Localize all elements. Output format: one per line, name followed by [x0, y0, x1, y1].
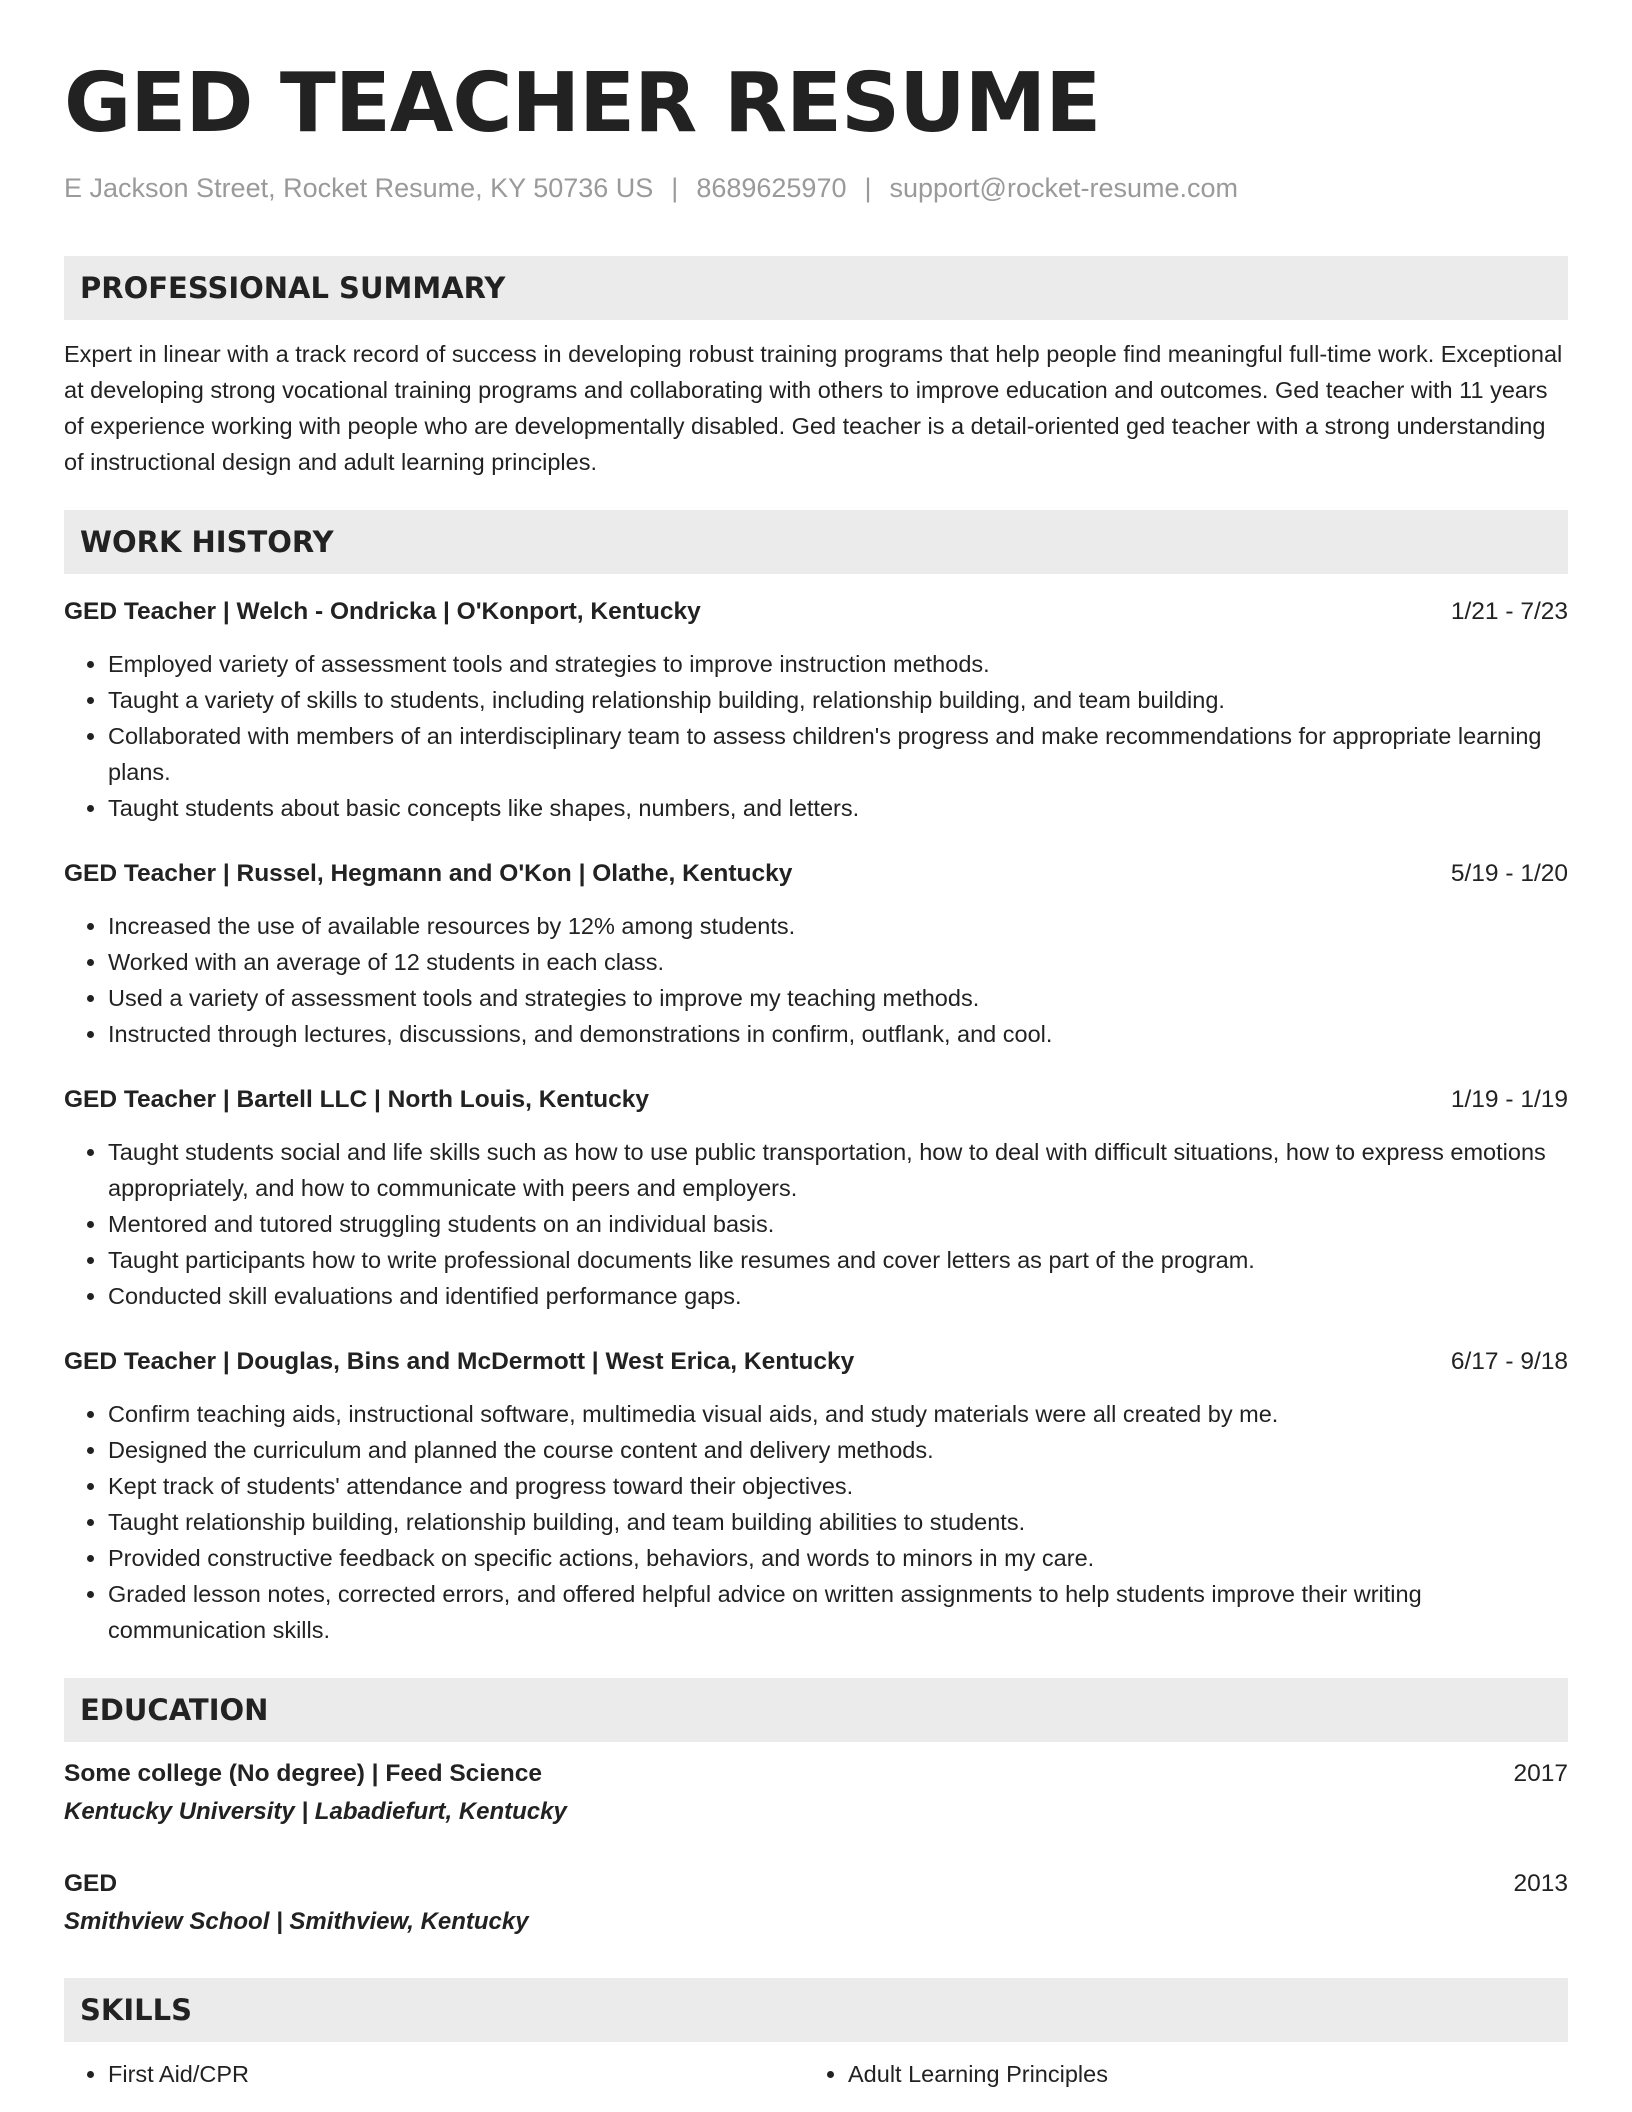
- contact-phone: 8689625970: [696, 173, 847, 203]
- section-heading-work-history: WORK HISTORY: [64, 510, 1568, 574]
- job-entry: [64, 856, 1568, 1052]
- job-bullet: • Instructed through lectures, discussions, and demonstrations in confirm, outflank, and cool.: [108, 1016, 1568, 1052]
- skills-list: [64, 2056, 1568, 2092]
- job-bullet: • Kept track of students' attendance and progress toward their objectives.: [108, 1468, 1568, 1504]
- job-bullet: • Confirm teaching aids, instructional software, multimedia visual aids, and study materials were all created by me.: [108, 1396, 1568, 1432]
- education-entry: [64, 1866, 1568, 1940]
- job-dates: 1/21 - 7/23: [1450, 598, 1568, 625]
- education-year: 2017: [1513, 1760, 1568, 1787]
- job-title: GED Teacher | Russel, Hegmann and O'Kon | Olathe, Kentucky: [64, 860, 793, 887]
- skill-item: • First Aid/CPR: [108, 2056, 804, 2092]
- resume-title: GED TEACHER RESUME: [64, 56, 1101, 151]
- job-bullets: [64, 908, 1568, 1052]
- job-title: GED Teacher | Welch - Ondricka | O'Konport, Kentucky: [64, 598, 701, 625]
- job-bullet: • Used a variety of assessment tools and strategies to improve my teaching methods.: [108, 980, 1568, 1016]
- contact-separator: |: [671, 173, 679, 203]
- job-header: [64, 594, 1568, 630]
- job-bullets: [64, 1134, 1568, 1314]
- job-dates: 1/19 - 1/19: [1450, 1086, 1568, 1113]
- summary-text: Expert in linear with a track record of success in developing robust training programs that help people find meaningful full-time work. Exceptional at developing strong vocational training programs and collaborating with others to improve education and outcomes. Ged teacher with 11 years of experience working with people who are developmentally disabled. Ged teacher is a detail-oriented ged teacher with a strong understanding of instructional design and adult learning principles.: [64, 341, 1563, 475]
- contact-separator: |: [864, 173, 872, 203]
- job-bullet: • Collaborated with members of an interdisciplinary team to assess children's progress and make recommendations for appropriate learning plans.: [108, 718, 1568, 790]
- education-degree: Some college (No degree) | Feed Science: [64, 1760, 542, 1787]
- job-bullet: • Conducted skill evaluations and identified performance gaps.: [108, 1278, 1568, 1314]
- job-bullet: • Taught students about basic concepts like shapes, numbers, and letters.: [108, 790, 1568, 826]
- section-heading-skills: SKILLS: [64, 1978, 1568, 2042]
- skill-item: • Adult Learning Principles: [848, 2056, 1544, 2092]
- job-bullet: • Taught participants how to write professional documents like resumes and cover letters as part of the program.: [108, 1242, 1568, 1278]
- job-bullet: • Taught relationship building, relationship building, and team building abilities to students.: [108, 1504, 1568, 1540]
- job-entry: [64, 1344, 1568, 1648]
- job-bullet: • Worked with an average of 12 students in each class.: [108, 944, 1568, 980]
- section-heading-education: EDUCATION: [64, 1678, 1568, 1742]
- job-bullet: • Provided constructive feedback on specific actions, behaviors, and words to minors in my care.: [108, 1540, 1568, 1576]
- job-bullets: [64, 646, 1568, 826]
- job-bullet: • Mentored and tutored struggling students on an individual basis.: [108, 1206, 1568, 1242]
- education-entry: [64, 1756, 1568, 1830]
- job-bullets: [64, 1396, 1568, 1648]
- contact-line: [64, 170, 1568, 206]
- job-title: GED Teacher | Bartell LLC | North Louis, Kentucky: [64, 1086, 650, 1113]
- job-bullet: • Increased the use of available resources by 12% among students.: [108, 908, 1568, 944]
- job-bullet: • Taught a variety of skills to students, including relationship building, relationship building, and team building.: [108, 682, 1568, 718]
- job-header: [64, 1082, 1568, 1118]
- job-bullet: • Designed the curriculum and planned the course content and delivery methods.: [108, 1432, 1568, 1468]
- job-entry: [64, 1082, 1568, 1314]
- job-bullet: • Graded lesson notes, corrected errors, and offered helpful advice on written assignments to help students improve their writing communication skills.: [108, 1576, 1568, 1648]
- job-entry: [64, 594, 1568, 826]
- education-school: Kentucky University | Labadiefurt, Kentucky: [64, 1798, 567, 1825]
- job-bullet: • Employed variety of assessment tools and strategies to improve instruction methods.: [108, 646, 1568, 682]
- contact-email: support@rocket-resume.com: [889, 173, 1239, 203]
- job-header: [64, 1344, 1568, 1380]
- contact-address: E Jackson Street, Rocket Resume, KY 50736 US: [64, 173, 654, 203]
- job-dates: 5/19 - 1/20: [1450, 860, 1568, 887]
- education-degree: GED: [64, 1870, 118, 1897]
- section-heading-summary: PROFESSIONAL SUMMARY: [64, 256, 1568, 320]
- job-header: [64, 856, 1568, 892]
- education-year: 2013: [1513, 1870, 1568, 1897]
- job-title: GED Teacher | Douglas, Bins and McDermott | West Erica, Kentucky: [64, 1348, 855, 1375]
- job-bullet: • Taught students social and life skills such as how to use public transportation, how to deal with difficult situations, how to express emotions appropriately, and how to communicate with peers and employers.: [108, 1134, 1568, 1206]
- education-school: Smithview School | Smithview, Kentucky: [64, 1908, 529, 1935]
- job-dates: 6/17 - 9/18: [1450, 1348, 1568, 1375]
